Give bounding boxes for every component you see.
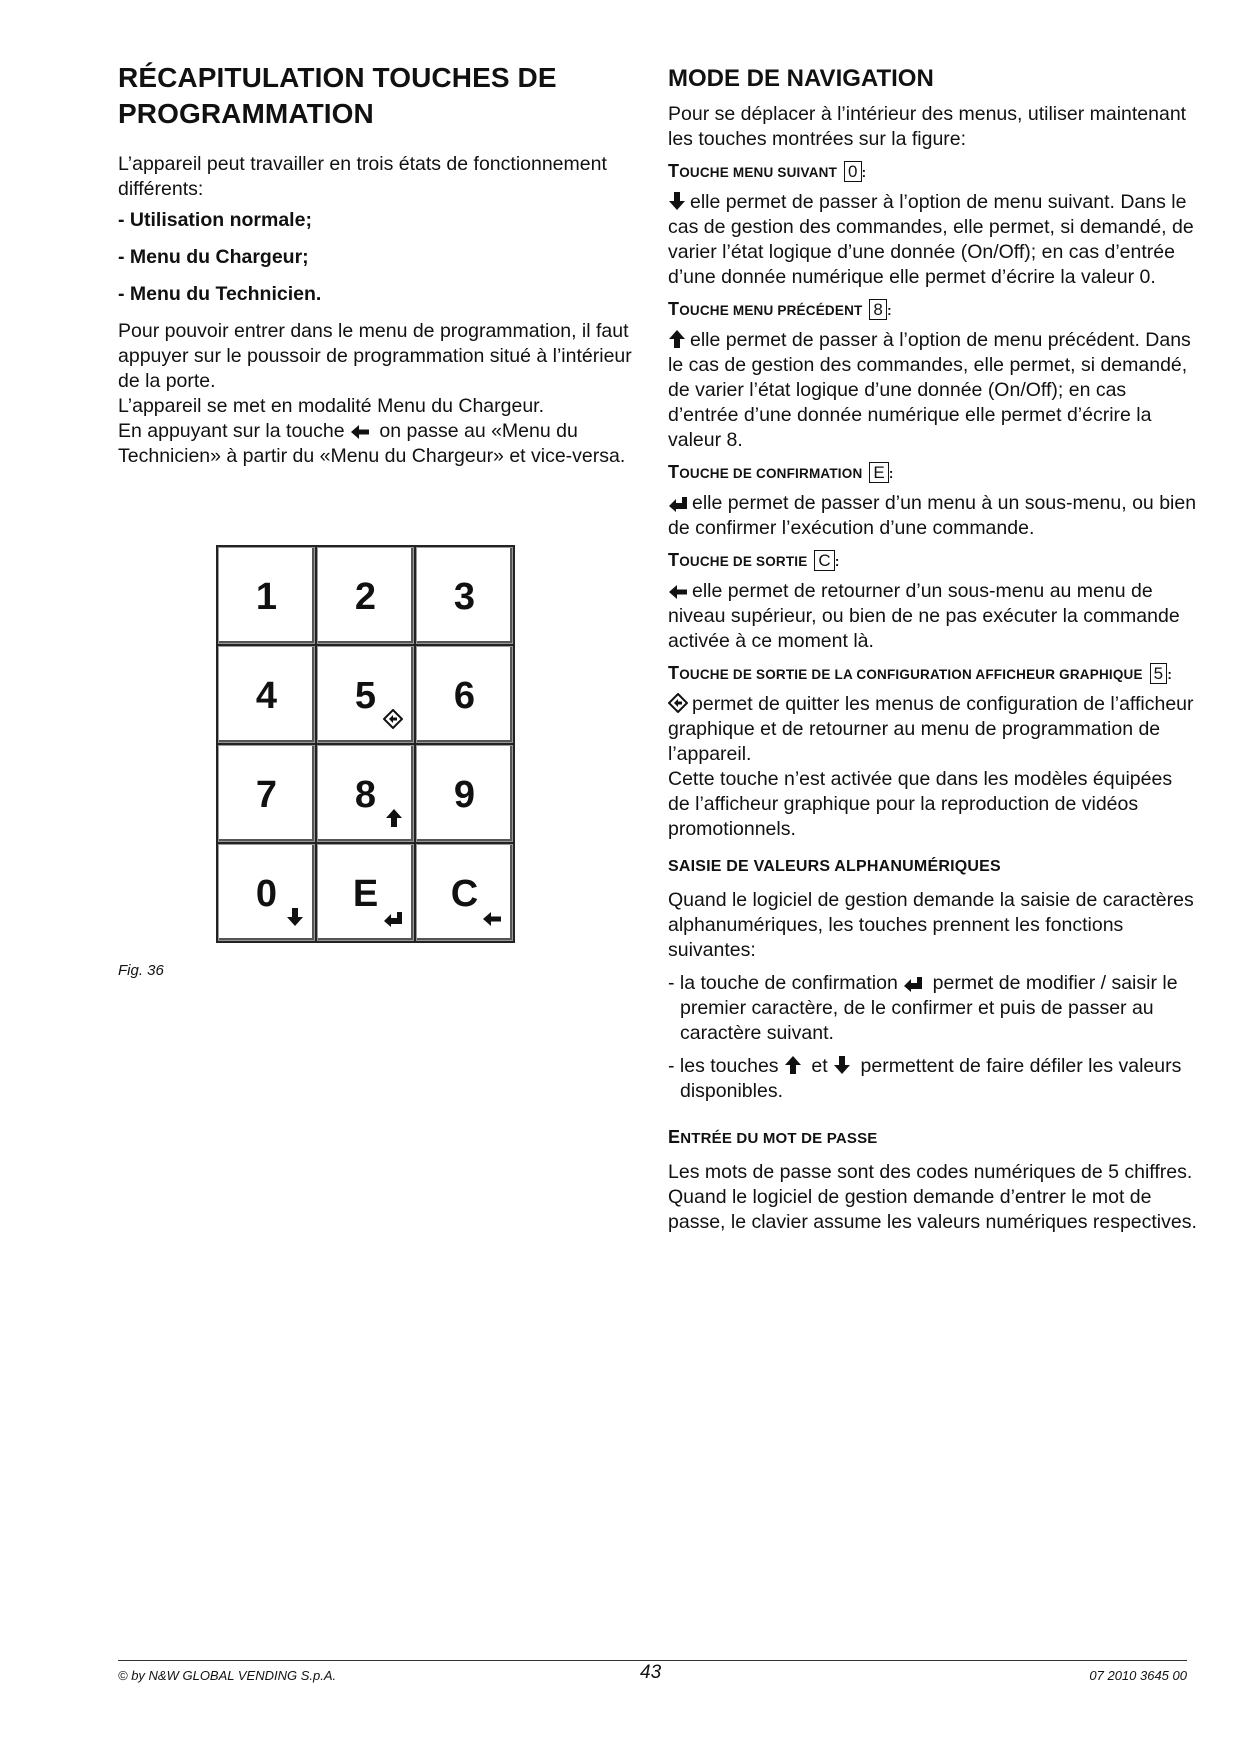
left-column	[118, 60, 638, 469]
alpha-intro: Quand le logiciel de gestion demande la saisie de caractères alphanumériques, les touches prennent les fonctions suivantes:	[668, 889, 1194, 961]
key-c	[416, 844, 513, 941]
key-section-label: TOUCHE MENU PRÉCÉDENT 8 :	[668, 299, 892, 319]
enter-icon	[668, 496, 688, 512]
state-item: - Menu du Technicien.	[118, 283, 322, 305]
state-item: - Utilisation normale;	[118, 209, 312, 231]
key-6	[416, 646, 513, 743]
diamond-icon	[668, 693, 688, 713]
key-section-label: TOUCHE MENU SUIVANT 0 :	[668, 161, 867, 181]
arrow-left-icon	[350, 424, 370, 440]
password-title: ENTRÉE DU MOT DE PASSE	[668, 1127, 878, 1147]
arrow-up-icon	[385, 808, 403, 833]
alpha-title: SAISIE DE VALEURS ALPHANUMÉRIQUES	[668, 858, 1001, 875]
key-3	[416, 547, 513, 644]
key-label: 0	[255, 873, 278, 915]
page-number: 43	[640, 1662, 662, 1683]
key-label: 6	[453, 675, 476, 717]
key-label: 4	[255, 675, 278, 717]
key-4	[218, 646, 315, 743]
alpha-item: - les touches et permettent de faire défiler les valeurs disponibles.	[668, 1055, 1182, 1102]
arrow-up-icon	[668, 329, 686, 349]
enter-icon	[383, 911, 403, 932]
figure-caption: Fig. 36	[118, 962, 164, 979]
arrow-left-icon	[668, 584, 688, 600]
key-sections	[668, 160, 1198, 842]
password-paragraph: Les mots de passe sont des codes numériques de 5 chiffres.	[668, 1161, 1193, 1183]
password-paragraph: Quand le logiciel de gestion demande d’entrer le mot de passe, le clavier assume les valeurs numériques respectives.	[668, 1186, 1197, 1233]
paragraph: Pour pouvoir entrer dans le menu de programmation, il faut appuyer sur le poussoir de programmation situé à l’intérieur de la porte.	[118, 320, 632, 392]
key-label: 3	[453, 576, 476, 618]
paragraph: En appuyant sur la touche on passe au «Menu du Technicien» à partir du «Menu du Chargeur» et vice-versa.	[118, 420, 626, 467]
key-8	[317, 745, 414, 842]
key-5	[317, 646, 414, 743]
key-box: E	[869, 462, 889, 483]
key-2	[317, 547, 414, 644]
key-7	[218, 745, 315, 842]
key-0	[218, 844, 315, 941]
footer-divider	[118, 1660, 1187, 1661]
key-label: E	[352, 873, 379, 915]
arrow-down-icon	[286, 907, 304, 932]
key-section-label: TOUCHE DE SORTIE DE LA CONFIGURATION AFFICHEUR GRAPHIQUE 5 :	[668, 663, 1173, 683]
right-column	[668, 60, 1198, 1235]
arrow-up-icon	[784, 1055, 802, 1075]
key-section-text: permet de quitter les menus de configuration de l’afficheur graphique et de retourner au menu de programmation de l’appareil. Cette touche n’est activée que dans les modèles équipées de l’afficheur graphique pour la reproduction de vidéos promotionnels.	[668, 693, 1194, 840]
key-label: 2	[354, 576, 377, 618]
key-label: 5	[354, 675, 377, 717]
key-9	[416, 745, 513, 842]
key-section-text: elle permet de passer à l’option de menu précédent. Dans le cas de gestion des commandes, elle permet, si demandé, de varier l’état logique d’une donnée (On/Off); en cas d’entrée d’une donnée numérique elle permet d’écrire la valeur 8.	[668, 329, 1191, 451]
key-box: 5	[1150, 663, 1168, 684]
document-code: 07 2010 3645 00	[1089, 1668, 1187, 1683]
key-section-text: elle permet de retourner d’un sous-menu au menu de niveau supérieur, ou bien de ne pas exécuter la commande activée à ce moment là.	[668, 580, 1180, 652]
arrow-left-icon	[482, 911, 502, 932]
key-section-label: TOUCHE DE SORTIE C :	[668, 550, 840, 570]
key-section-text: elle permet de passer d’un menu à un sous-menu, ou bien de confirmer l’exécution d’une commande.	[668, 492, 1197, 539]
key-label: 8	[354, 774, 377, 816]
arrow-down-icon	[833, 1055, 851, 1075]
key-label: 7	[255, 774, 278, 816]
enter-icon	[903, 976, 923, 992]
section-title-navigation: MODE DE NAVIGATION	[668, 65, 934, 92]
key-1	[218, 547, 315, 644]
key-label: 1	[255, 576, 278, 618]
state-item: - Menu du Chargeur;	[118, 246, 309, 268]
key-section-label: TOUCHE DE CONFIRMATION E :	[668, 462, 894, 482]
alpha-item: - la touche de confirmation permet de modifier / saisir le premier caractère, de le confirmer et puis de passer au caractère suivant.	[668, 972, 1178, 1044]
intro-text: Pour se déplacer à l’intérieur des menus, utiliser maintenant les touches montrées sur la figure:	[668, 103, 1187, 150]
section-title-recap: RÉCAPITULATION TOUCHES DE PROGRAMMATION	[118, 62, 557, 129]
key-box: 0	[844, 161, 862, 182]
key-section-text: elle permet de passer à l’option de menu suivant. Dans le cas de gestion des commandes, elle permet, si demandé, de varier l’état logique d’une donnée (On/Off); en cas d’entrée d’une donnée numérique elle permet d’écrire la valeur 0.	[668, 191, 1194, 288]
keypad-figure	[216, 545, 515, 943]
arrow-down-icon	[668, 191, 686, 211]
key-box: 8	[869, 299, 887, 320]
key-e	[317, 844, 414, 941]
key-label: C	[450, 873, 479, 915]
diamond-icon	[383, 709, 403, 734]
key-box: C	[814, 550, 834, 571]
intro-text: L’appareil peut travailler en trois états de fonctionnement différents:	[118, 153, 607, 200]
footer-copyright: © by N&W GLOBAL VENDING S.p.A.	[118, 1668, 337, 1683]
key-label: 9	[453, 774, 476, 816]
paragraph: L’appareil se met en modalité Menu du Chargeur.	[118, 395, 545, 417]
